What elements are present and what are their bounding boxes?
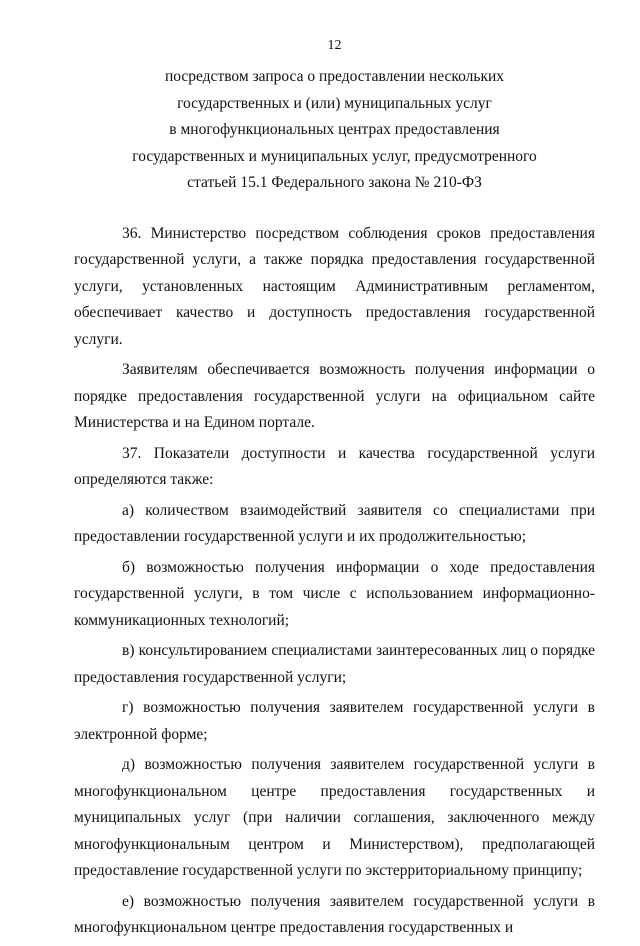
document-body [74, 221, 595, 942]
section-heading [74, 64, 595, 197]
document-page [74, 36, 595, 946]
list-item-g: г) возможностью получения заявителем государственной услуги в электронной форме; [74, 699, 595, 743]
paragraph-36: 36. Министерство посредством соблюдения сроков предоставления государственной услуги, а также порядка предоставления государственной услуги, установленных настоящим Административным регламентом, обеспечивает качество и доступность предоставления государственной услуги. [74, 224, 595, 348]
list-item-a: а) количеством взаимодействий заявителя со специалистами при предоставлении государственной услуги и их продолжительностью; [74, 501, 595, 545]
paragraph-applicants-info: Заявителям обеспечивается возможность получения информации о порядке предоставления государственной услуги на официальном сайте Министерства и на Едином портале. [74, 361, 595, 431]
heading-line: посредством запроса о предоставлении нескольких [164, 68, 505, 85]
heading-line: государственных и (или) муниципальных услуг [177, 94, 492, 112]
list-item-b: б) возможностью получения информации о ходе предоставления государственной услуги, в том числе с использованием информационно-коммуникационных технологий; [74, 558, 595, 629]
heading-line: в многофункциональных центрах предоставления [169, 121, 500, 138]
page-number: 12 [327, 38, 342, 53]
list-item-e: е) возможностью получения заявителем государственной услуги в многофункциональном центре предоставления государственных и [74, 892, 595, 936]
list-item-v: в) консультированием специалистами заинтересованных лиц о порядке предоставления государственной услуги; [74, 642, 595, 686]
heading-line: статьей 15.1 Федерального закона № 210-ФЗ [187, 174, 482, 191]
list-item-d: д) возможностью получения заявителем государственной услуги в многофункциональном центре предоставления государственных и муниципальных услуг (при наличии соглашения, заключенного между многофункциональным центром и Министерством), предполагающей предоставление государственной услуги по экстерриториальному принципу; [74, 756, 595, 879]
paragraph-37: 37. Показатели доступности и качества государственной услуги определяются также: [74, 444, 595, 488]
heading-line: государственных и муниципальных услуг, предусмотренного [132, 147, 537, 165]
